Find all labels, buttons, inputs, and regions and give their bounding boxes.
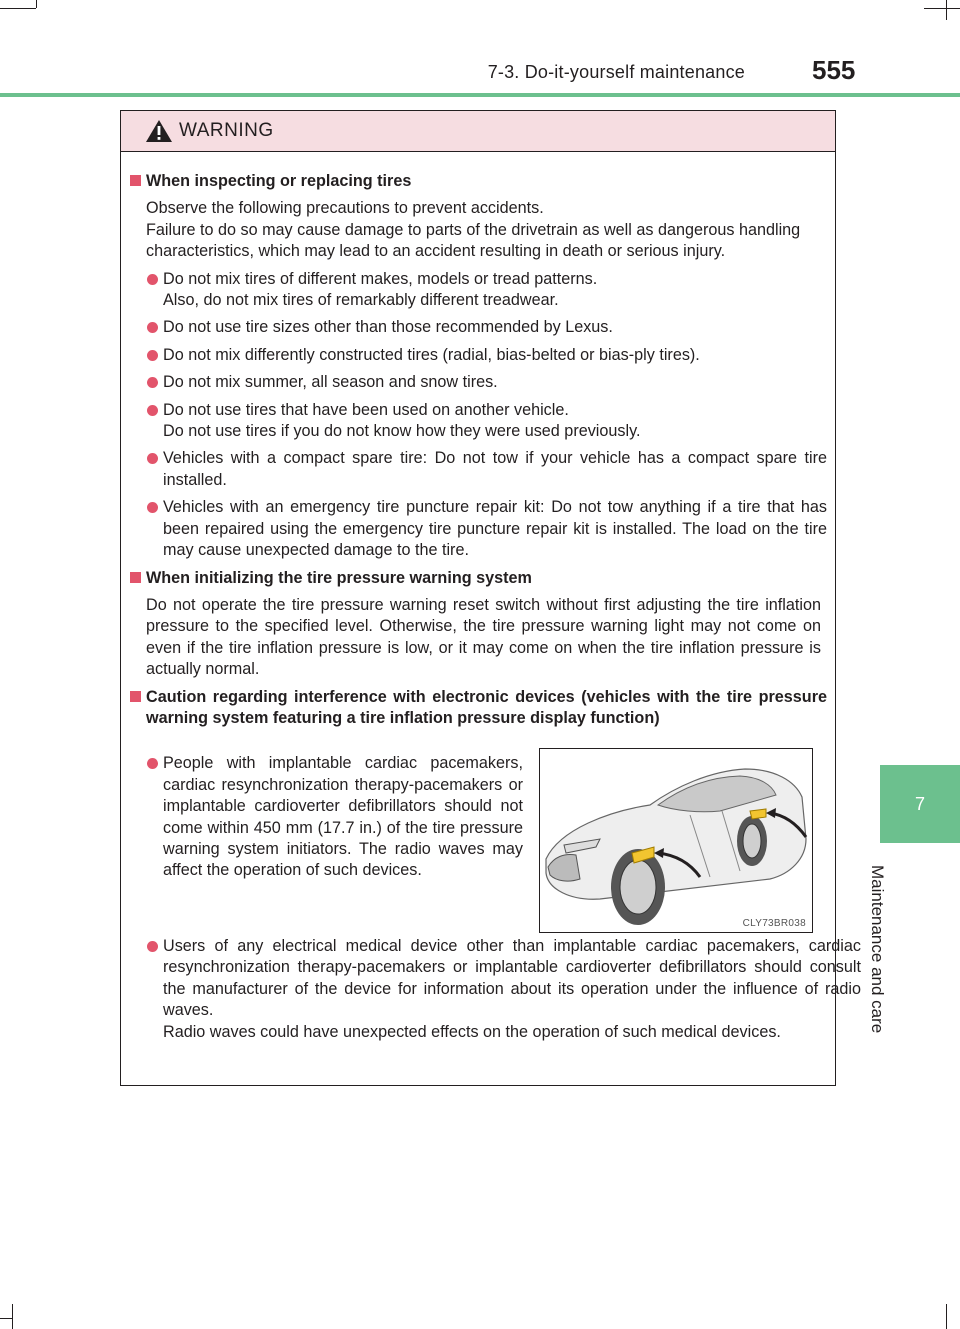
text-line: Radio waves could have unexpected effects on the operation of such medical devices. — [163, 1022, 781, 1041]
section-title-inspecting: When inspecting or replacing tires — [146, 172, 412, 190]
crop-mark — [12, 1304, 13, 1329]
text-line: Do not mix summer, all season and snow tires. — [163, 373, 498, 392]
section-initializing — [121, 568, 835, 589]
list-item — [121, 497, 835, 561]
crop-mark — [0, 1318, 12, 1319]
warning-header — [121, 111, 835, 152]
bullet-dot — [147, 405, 158, 416]
text-line: Users of any electrical medical device other than implantable cardiac pacemakers, cardiac resynchronization therapy-pacemakers or implantable cardioverter defibrillators should consult the manufacturer of the device for information about its operation under the influence of radio waves. — [163, 937, 861, 1020]
crop-mark — [946, 1304, 947, 1329]
section-inspecting — [121, 171, 835, 192]
bullet-dot — [147, 758, 158, 769]
bullet-dot — [147, 322, 158, 333]
list-item — [121, 269, 835, 312]
text-line: Do not use tire sizes other than those recommended by Lexus. — [163, 318, 613, 337]
text-line: Vehicles with an emergency tire puncture repair kit: Do not tow anything if a tire that has been repaired using the emergency tire puncture repair kit is installed. The load on the tire may cause unexpected damage to the tire. — [163, 498, 827, 560]
section-marker — [130, 691, 141, 702]
chapter-label: Maintenance and care — [868, 865, 887, 1034]
chapter-tab — [880, 765, 960, 843]
text-line: Vehicles with a compact spare tire: Do not tow if your vehicle has a compact spare tire installed. — [163, 449, 827, 489]
crop-mark — [924, 8, 960, 9]
text-line: Observe the following precautions to prevent accidents. — [146, 199, 544, 218]
header-rule — [0, 93, 960, 97]
bullet-dot — [147, 274, 158, 285]
section-title: 7-3. Do-it-yourself maintenance — [487, 62, 745, 82]
crop-mark — [0, 8, 36, 9]
list-item — [121, 448, 835, 491]
list-item — [121, 317, 835, 338]
warning-triangle-icon — [145, 119, 173, 143]
section-title-interference: Caution regarding interference with electronic devices (vehicles with the tire pressure warning system featuring a tire inflation pressure display function) — [146, 687, 827, 727]
section-marker — [130, 572, 141, 583]
warning-box — [120, 110, 861, 1086]
text-line: People with implantable cardiac pacemakers, cardiac resynchronization therapy-pacemakers or implantable cardioverter defibrillators should not come within 450 mm (17.7 in.) of the tire pressure warning system initiators. The radio waves may affect the operation of such devices. — [163, 754, 523, 880]
paragraph: Do not operate the tire pressure warning reset switch without first adjusting the tire inflation pressure to the specified level. Otherwise, the tire pressure warning light may not come on even if the tire inflation pressure is low, or it may come on when the tire inflation pressure is actually normal. — [146, 595, 821, 679]
chapter-number: 7 — [914, 794, 925, 814]
page-number: 555 — [812, 55, 856, 85]
section-marker — [130, 175, 141, 186]
bullet-dot — [147, 377, 158, 388]
text-line: Do not mix tires of different makes, models or tread patterns. — [163, 269, 598, 288]
list-item — [121, 753, 531, 881]
bullet-dot — [147, 453, 158, 464]
list-item — [121, 400, 835, 443]
list-item — [121, 936, 869, 1043]
crop-mark — [36, 0, 37, 8]
text-line: Do not use tires if you do not know how they were used previously. — [163, 422, 641, 441]
text-line: Failure to do so may cause damage to parts of the drivetrain as well as dangerous handling characteristics, which may lead to an accident resulting in death or serious injury. — [146, 220, 801, 261]
bullet-dot — [147, 941, 158, 952]
list-item — [121, 345, 835, 366]
warning-title: WARNING — [179, 120, 274, 141]
section-interference — [121, 687, 835, 730]
paragraph — [121, 198, 835, 262]
text-line: Do not use tires that have been used on another vehicle. — [163, 400, 569, 419]
list-item — [121, 372, 835, 393]
bullet-dot — [147, 350, 158, 361]
text-line: Do not mix differently constructed tires (radial, bias-belted or bias-ply tires). — [163, 345, 700, 364]
text-line: Also, do not mix tires of remarkably different treadwear. — [163, 291, 559, 310]
bullet-dot — [147, 502, 158, 513]
car-tire-initiator-image — [540, 749, 812, 932]
car-illustration — [539, 748, 813, 933]
image-code: CLY73BR038 — [742, 918, 806, 929]
crop-mark — [946, 0, 947, 20]
section-title-initializing: When initializing the tire pressure warning system — [146, 568, 532, 587]
